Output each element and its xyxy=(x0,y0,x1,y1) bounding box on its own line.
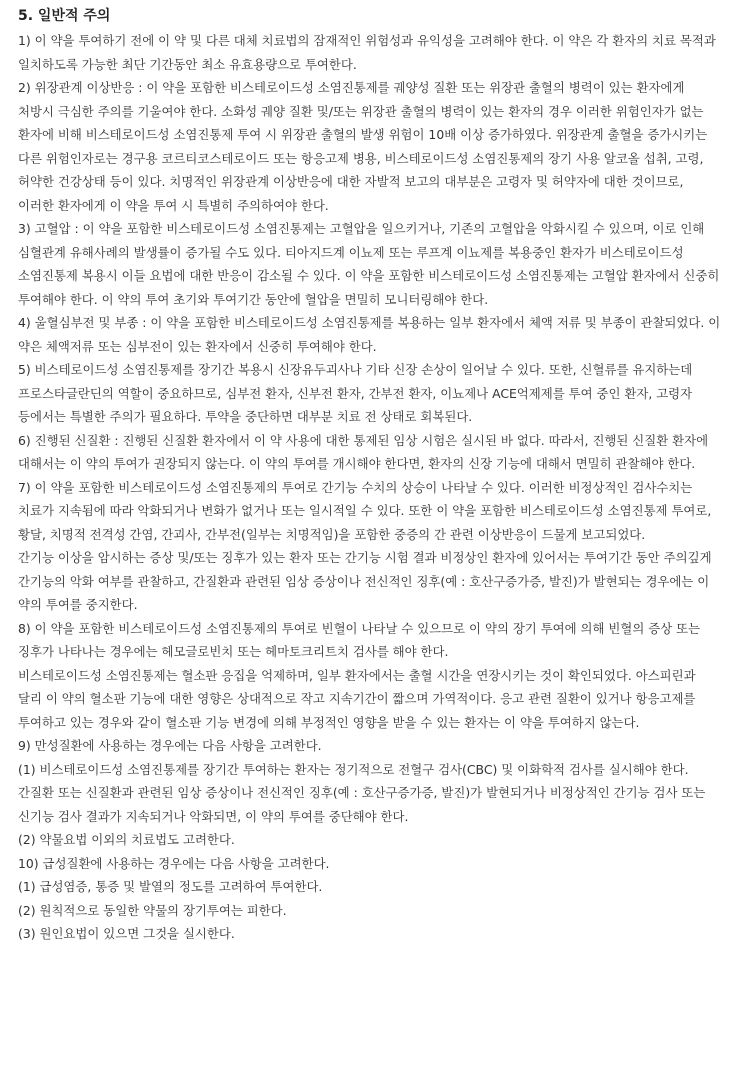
paragraph-7-continued: 간기능 이상을 암시하는 증상 및/또는 징후가 있는 환자 또는 간기능 시험 결과 비정상인 환자에 있어서는 투여기간 동안 주의깊게 간기능의 악화 여부를 관찰하고, 간질환과 관련된 임상 증상이나 전신적인 징후(예 : 호산구증가증, 발진)가 발현되는 경우에는 이 약의 투여를 중지한다. xyxy=(18,550,712,612)
paragraph-6: 6) 진행된 신질환 : 진행된 신질환 환자에서 이 약 사용에 대한 통제된 임상 시험은 실시된 바 없다. 따라서, 진행된 신질환 환자에 대해서는 이 약의 투여가 권장되지 않는다. 이 약의 투여를 개시해야 한다면, 환자의 신장 기능에 대해서 면밀히 관찰해야 한다. xyxy=(18,432,709,471)
paragraph-7: 7) 이 약을 포함한 비스테로이드성 소염진통제의 투여로 간기능 수치의 상승이 나타날 수 있다. 이러한 비정상적인 검사수치는 치료가 지속됨에 따라 악화되거나 변화가 없거나 또는 일시적일 수 있다. 또한 이 약을 포함한 비스테로이드성 소염진통제 투여로, 황달, 치명적 전격성 간염, 간괴사, 간부전(일부는 치명적임)을 포함한 중증의 간 관련 이상반응이 드물게 보고되었다. xyxy=(18,479,712,542)
paragraph-4: 4) 울혈심부전 및 부종 : 이 약을 포함한 비스테로이드성 소염진통제를 복용하는 일부 환자에서 체액 저류 및 부종이 관찰되었다. 이 약은 체액저류 또는 심부전이 있는 환자에서 신중히 투여해야 한다. xyxy=(18,315,721,354)
paragraph-10: 10) 급성질환에 사용하는 경우에는 다음 사항을 고려한다. xyxy=(18,855,330,871)
paragraph-10-item-1: (1) 급성염증, 통증 및 발열의 정도를 고려하여 투여한다. xyxy=(18,879,323,894)
paragraph-2: 2) 위장관계 이상반응 : 이 약을 포함한 비스테로이드성 소염진통제를 궤양성 질환 또는 위장관 출혈의 병력이 있는 환자에게 처방시 극심한 주의를 기울여야 한다. 소화성 궤양 질환 및/또는 위장관 출혈의 병력이 있는 환자의 경우 이러한 위험인자가 없는 환자에 비해 비스테로이드성 소염진통제 투여 시 위장관 출혈의 발생 위험이 10배 이상 증가하였다. 위장관계 출혈을 증가시키는 다른 위험인자로는 경구용 코르티코스테로이드 또는 항응고제 병용, 비스테로이드성 소염진통제의 장기 사용 알코올 섭취, 고령, 허약한 건강상태 등이 있다. 치명적인 위장관계 이상반응에 대한 자발적 보고의 대부분은 고령자 및 허약자에 대한 것이므로, 이러한 환자에게 이 약을 투여 시 특별히 주의하여야 한다. xyxy=(18,80,708,213)
paragraph-8-continued: 비스테로이드성 소염진통제는 혈소판 응집을 억제하며, 일부 환자에서는 출혈 시간을 연장시키는 것이 확인되었다. 아스피린과 달리 이 약의 혈소판 기능에 대한 영향은 상대적으로 작고 지속기간이 짧으며 가역적이다. 응고 관련 질환이 있거나 항응고제를 투여하고 있는 경우와 같이 혈소판 기능 변경에 의해 부정적인 영향을 받을 수 있는 환자는 이 약을 투여하지 않는다. xyxy=(18,667,696,730)
paragraph-1: 1) 이 약을 투여하기 전에 이 약 및 다른 대체 치료법의 잠재적인 위험성과 유익성을 고려해야 한다. 이 약은 각 환자의 치료 목적과 일치하도록 가능한 최단 기간동안 최소 유효용량으로 투여한다. xyxy=(18,33,716,72)
paragraph-5: 5) 비스테로이드성 소염진통제를 장기간 복용시 신장유두괴사나 기타 신장 손상이 일어날 수 있다. 또한, 신혈류를 유지하는데 프로스타글란딘의 역할이 중요하므로, 심부전 환자, 신부전 환자, 간부전 환자, 이뇨제나 ACE억제제를 투여 중인 환자, 고령자 등에서는 특별한 주의가 필요하다. 투약을 중단하면 대부분 치료 전 상태로 회복된다. xyxy=(18,362,693,424)
paragraph-10-item-3: (3) 원인요법이 있으면 그것을 실시한다. xyxy=(18,926,235,941)
paragraph-9-item-2: (2) 약물요법 이외의 치료법도 고려한다. xyxy=(18,832,235,847)
section-heading: 5. 일반적 주의 xyxy=(18,8,111,24)
paragraph-9-item-1: (1) 비스테로이드성 소염진통제를 장기간 투여하는 환자는 정기적으로 전혈구 검사(CBC) 및 이화학적 검사를 실시해야 한다. 간질환 또는 신질환과 관련된 임상 증상이나 전신적인 징후(예 : 호산구증가증, 발진)가 발현되거나 비정상적인 간기능 검사 또는 신기능 검사 결과가 지속되거나 악화되면, 이 약의 투여를 중단해야 한다. xyxy=(18,761,706,824)
paragraph-3: 3) 고혈압 : 이 약을 포함한 비스테로이드성 소염진통제는 고혈압을 일으키거나, 기존의 고혈압을 악화시킬 수 있으며, 이로 인해 심혈관계 유해사례의 발생률이 증가될 수도 있다. 티아지드계 이뇨제 또는 루프계 이뇨제를 복용중인 환자가 비스테로이드성 소염진통제 복용시 이들 요법에 대한 반응이 감소될 수 있다. 이 약을 포함한 비스테로이드성 소염진통제는 고혈압 환자에서 신중히 투여해야 한다. 이 약의 투여 초기와 투여기간 동안에 혈압을 면밀히 모니터링해야 한다. xyxy=(18,221,720,307)
paragraph-9: 9) 만성질환에 사용하는 경우에는 다음 사항을 고려한다. xyxy=(18,738,322,753)
paragraph-10-item-2: (2) 원칙적으로 동일한 약물의 장기투여는 피한다. xyxy=(18,902,287,918)
paragraph-8: 8) 이 약을 포함한 비스테로이드성 소염진통제의 투여로 빈혈이 나타날 수 있으므로 이 약의 장기 투여에 의해 빈혈의 증상 또는 징후가 나타나는 경우에는 헤모글로빈치 또는 헤마토크리트치 검사를 해야 한다. xyxy=(18,620,701,659)
